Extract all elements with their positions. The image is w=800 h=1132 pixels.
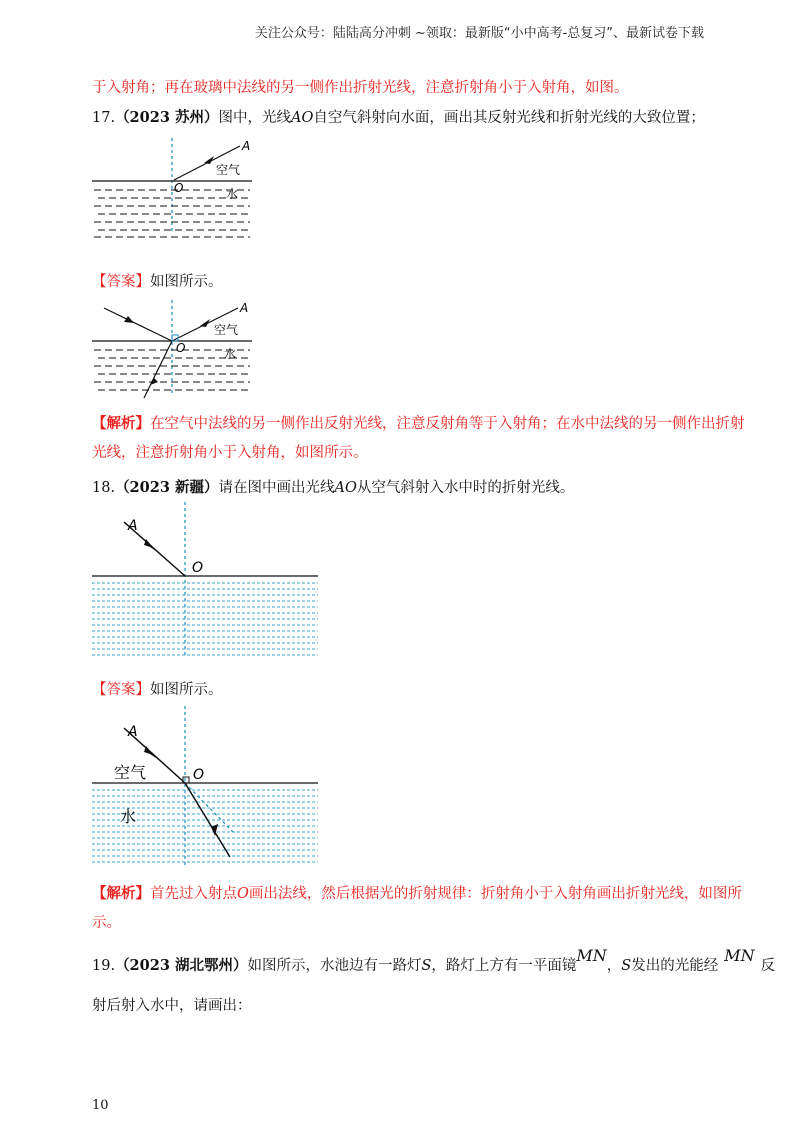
q19-stem-line2: 射后射入水中，请画出：: [92, 998, 252, 1014]
q18-text-a: 请在图中画出光线: [218, 480, 335, 496]
q19-text-c: ，: [606, 958, 622, 974]
q19-mirror: MN: [576, 946, 607, 965]
q17-number: 17.: [92, 110, 116, 126]
q17-text-b: 自空气斜射向水面，画出其反射光线和折射光线的大致位置；: [313, 110, 705, 126]
q18-source: （2023 新疆）: [115, 479, 219, 496]
q18-analysis-line1: [92, 884, 742, 904]
label-A: A: [128, 518, 138, 534]
label-air: 空气: [216, 163, 241, 177]
q19-text-a: 如图所示，水池边有一路灯: [247, 958, 422, 974]
analysis-text: 在空气中法线的另一侧作出反射光线，注意反射角等于入射角；在水中法线的另一侧作出折射: [150, 416, 745, 432]
q17-analysis-line1: [92, 414, 745, 434]
label-water: 水: [224, 347, 237, 361]
answer-tag: 【答案】: [92, 682, 150, 698]
analysis-tag: 【解析】: [92, 885, 150, 902]
answer-text: 如图所示。: [150, 682, 223, 698]
water-hatch: [92, 790, 318, 862]
label-O: O: [193, 767, 205, 783]
q17-answer-figure: [92, 298, 252, 402]
q19-number: 19.: [92, 958, 116, 974]
incident-arrow: [144, 746, 156, 758]
q17-ray: AO: [290, 110, 314, 126]
label-A: A: [242, 139, 251, 153]
q19-lamp: S: [421, 958, 432, 974]
label-O: O: [174, 181, 184, 195]
analysis-text-a: 首先过入射点: [150, 886, 237, 902]
q17-stem: [92, 108, 705, 128]
q18-answer-figure: [92, 706, 320, 870]
analysis-tag: 【解析】: [92, 415, 150, 432]
label-O: O: [192, 560, 204, 576]
q18-figure: [92, 502, 320, 662]
q19-text-d: 发出的光能经: [631, 958, 719, 974]
q19-stem-line1: [92, 946, 776, 976]
q17-answer: [92, 272, 223, 292]
q19-lamp2: S: [621, 958, 632, 974]
q17-figure: [92, 136, 252, 240]
intro-continued: 于入射角；再在玻璃中法线的另一侧作出折射光线，注意折射角小于入射角，如图。: [92, 80, 629, 96]
q17-analysis-line2: 光线，注意折射角小于入射角，如图所示。: [92, 445, 368, 461]
q18-answer: [92, 680, 223, 700]
label-water: 水: [120, 807, 137, 826]
answer-tag: 【答案】: [92, 274, 150, 290]
label-A: A: [128, 724, 138, 740]
q18-text-b: 从空气斜射入水中时的折射光线。: [356, 480, 575, 496]
q18-number: 18.: [92, 480, 116, 496]
reflected-ray: [104, 308, 172, 341]
q19-source: （2023 湖北鄂州）: [115, 957, 248, 974]
q17-source: （2023 苏州）: [115, 109, 219, 126]
analysis-point: O: [237, 886, 249, 902]
q18-ray: AO: [334, 480, 357, 496]
q17-text-a: 图中，光线: [218, 110, 291, 126]
q18-analysis-line2: 示。: [92, 915, 121, 931]
page-number: 10: [92, 1098, 109, 1113]
water-hatch: [92, 583, 318, 655]
label-air: 空气: [214, 323, 239, 337]
analysis-text-b: 画出法线，然后根据光的折射规律：折射角小于入射角画出折射光线，如图所: [248, 886, 742, 902]
label-air: 空气: [114, 763, 147, 782]
q19-mirror2: MN: [724, 946, 755, 965]
label-A: A: [240, 301, 249, 315]
label-O: O: [176, 341, 186, 355]
q19-text-e: 反: [760, 958, 776, 974]
refracted-ray: [144, 341, 172, 398]
q18-stem: [92, 478, 574, 498]
reflected-arrow: [124, 316, 134, 323]
answer-text: 如图所示。: [150, 274, 223, 290]
page-header: 关注公众号：陆陆高分冲刺 ~领取：最新版“小中高考-总复习”、最新试卷下载: [254, 26, 704, 41]
q19-text-b: ，路灯上方有一平面镜: [431, 958, 577, 974]
ray-arrow: [144, 539, 156, 551]
label-water: 水: [226, 187, 239, 201]
